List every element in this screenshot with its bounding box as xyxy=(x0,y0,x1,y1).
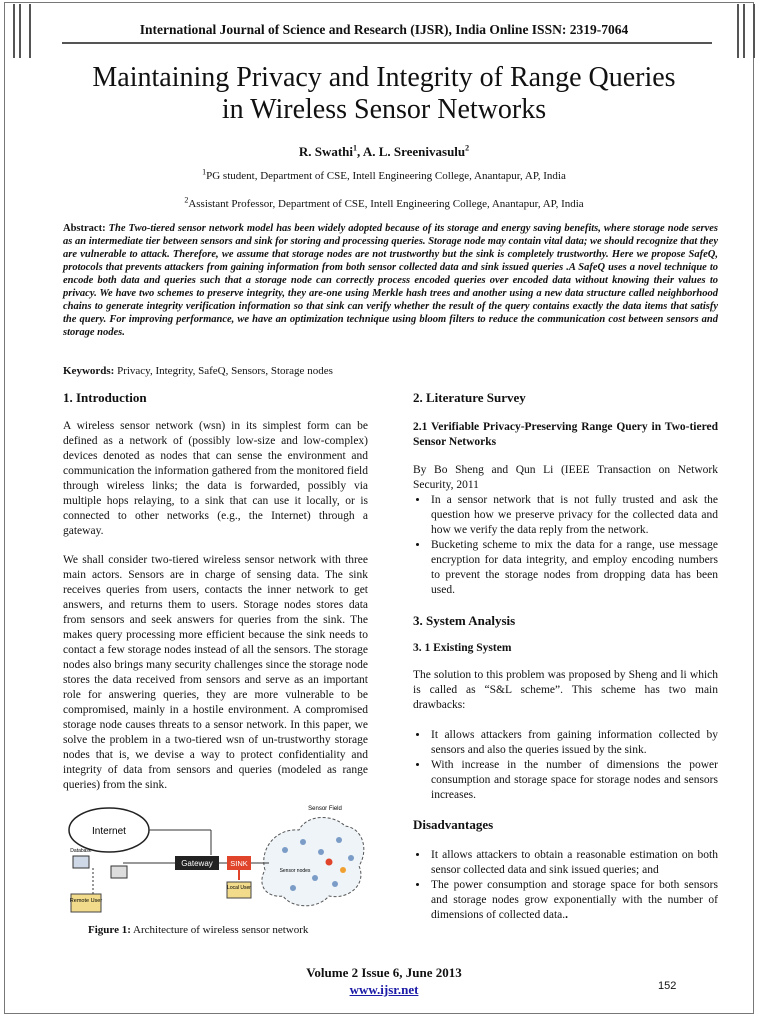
literature-bullets xyxy=(413,493,718,598)
page-number: 152 xyxy=(658,980,677,992)
author-list xyxy=(0,144,768,160)
sensor-node xyxy=(282,847,288,853)
keywords-label: Keywords: xyxy=(63,365,115,377)
figure-caption-text: Architecture of wireless sensor network xyxy=(133,924,309,936)
figure-caption xyxy=(88,924,368,936)
existing-system-paragraph: The solution to this problem was proposed by Sheng and li which is called as “S&L scheme”. This scheme has two main drawbacks: xyxy=(413,669,718,711)
remote-user-label: Remote User xyxy=(69,898,103,904)
existing-system-heading: 3. 1 Existing System xyxy=(413,642,512,654)
journal-header: International Journal of Science and Research (IJSR), India Online ISSN: 2319-7064 xyxy=(139,22,629,37)
storage-node xyxy=(326,859,333,866)
abstract-label: Abstract: xyxy=(63,223,106,234)
disadvantages-bullets xyxy=(413,848,718,923)
sensor-node xyxy=(300,839,306,845)
keywords-text: Privacy, Integrity, SafeQ, Sensors, Storage nodes xyxy=(117,365,333,377)
left-column xyxy=(63,390,368,793)
internet-label: Internet xyxy=(92,826,126,837)
list-item: • With increase in the number of dimensions the power consumption and storage space for storage nodes and sensors increases. xyxy=(429,758,718,803)
disadvantages-heading: Disadvantages xyxy=(413,817,494,832)
sensor-field-cloud xyxy=(262,817,364,905)
literature-byline: By Bo Sheng and Qun Li (IEEE Transaction on Network Security, 2011 xyxy=(413,464,718,491)
sensor-node xyxy=(348,855,354,861)
database-icon xyxy=(73,856,89,868)
sensor-node xyxy=(312,875,318,881)
abstract-text: The Two-tiered sensor network model has been widely adopted because of its storage and energy saving benefits, where storage node serves as an intermediate tier between sensors and sink for storing and processing queries. Storage node may contain vital data; we should recognize that they are vulnerable to attack. Therefore, we assume that storage nodes are not trustworthy but the sink is completely trustworthy. Here we propose SafeQ, protocols that prevents attackers from gaining information from both sensor collected data and sink issued queries .A SafeQ uses a novel technique to encode both data and queries such that a storage node can correctly process encoded queries over encoded data without knowing their values to privacy. We have two schemes to preserve integrity, they are-one using Merkle hash trees and another using a new data structure called neighborhood chains to generate integrity verification information so that sink can verify whether the result of the query contains exactly the data items that satisfy the query. For improving performance, we have an optimization technique using bloom filters to reduce the communication cost between sensors and storage nodes. xyxy=(63,223,718,338)
list-item: • It allows attackers from gaining information collected by sensors and also the queries issued by the sink. xyxy=(429,728,718,758)
list-item xyxy=(429,878,718,923)
author-sep: , xyxy=(357,144,363,159)
literature-subheading: 2.1 Verifiable Privacy-Preserving Range Query in Two-tiered Sensor Networks xyxy=(413,421,718,448)
author-1-sup: 1 xyxy=(353,143,358,153)
keywords xyxy=(63,365,718,377)
author-1: R. Swathi xyxy=(298,144,354,159)
affiliation-1-sup: 1 xyxy=(202,167,207,177)
affiliation-2-sup: 2 xyxy=(184,195,189,205)
sensor-node xyxy=(340,867,346,873)
author-2-sup: 2 xyxy=(465,143,470,153)
footer-volume: Volume 2 Issue 6, June 2013 xyxy=(306,965,462,980)
disadvantage-text: The power consumption and storage space for both sensors and storage nodes grow exponentially with the number of dimensions of collected data. xyxy=(431,879,718,921)
local-user-label: Local User xyxy=(227,885,251,891)
workstation-icon xyxy=(111,866,127,878)
figure-caption-label: Figure 1: xyxy=(88,924,131,936)
header-rule xyxy=(62,42,712,44)
affiliation-2 xyxy=(0,195,768,210)
sensor-field-label: Sensor Field xyxy=(308,806,342,812)
existing-system-bullets xyxy=(413,728,718,803)
analysis-heading: 3. System Analysis xyxy=(413,613,516,628)
list-item: • In a sensor network that is not fully trusted and ask the question how we preserve privacy for the collected data and how we verify the data reply from the network. xyxy=(429,493,718,538)
affiliation-2-text: Assistant Professor, Department of CSE, Intell Engineering College, Anantapur, AP, India xyxy=(188,198,584,210)
sensor-node xyxy=(290,885,296,891)
title-line-2: in Wireless Sensor Networks xyxy=(221,94,547,125)
list-item: • Bucketing scheme to mix the data for a range, use message encryption for data integrity, and employ encoding numbers to prevent the storage nodes from dropping data has been used. xyxy=(429,538,718,598)
list-item: • It allows attackers to obtain a reasonable estimation on both sensor collected data and sink issued queries; and xyxy=(429,848,718,878)
sensor-nodes-label: Sensor nodes xyxy=(279,868,311,874)
database-label: Database xyxy=(70,848,92,854)
sink-label: SINK xyxy=(230,859,248,868)
right-column xyxy=(413,390,718,923)
literature-heading: 2. Literature Survey xyxy=(413,390,526,405)
journal-url-link[interactable]: www.ijsr.net xyxy=(349,982,419,997)
abstract xyxy=(63,222,718,339)
intro-paragraph-1: A wireless sensor network (wsn) in its simplest form can be defined as a network of (possibly low-size and low-complex) devices denoted as nodes that can sense the environment and communication the information gathered from the monitored field through wireless links; the data is forwarded, possibly via multiple hops relaying, to a sink that can use it locally, or is connected to other networks (e.g., the Internet) through a gateway. xyxy=(63,420,368,537)
affiliation-1 xyxy=(0,167,768,182)
intro-heading: 1. Introduction xyxy=(63,390,147,405)
paper-title xyxy=(40,62,728,126)
sensor-node xyxy=(336,837,342,843)
intro-paragraph-2: We shall consider two-tiered wireless sensor network with three main actors. Sensors are in charge of sensing data. The sink receives queries from users, contacts the inner network to get answers, and returns them to users. Storage nodes stores data from sensors and seek answers for queries from the sink. The makes query processing more efficient because the sink needs to contact a few storage nodes instead of all the sensors. The storage nodes also brings many security challenges since the storage node stores the data received from sensors and serve as an important role for answering queries, they are more vulnerable to be compromised, mainly in a hostile environment. A compromised storage node causes threats to a sensor network. In this paper, we solve the problem in a two-tiered wsn of un-trustworthy storage nodes that is, we devise a way to protect confidentiality and integrity of data from sensors and queries (modeled as range queries) from the sink. xyxy=(63,554,368,791)
author-2: A. L. Sreenivasulu xyxy=(362,144,466,159)
sensor-node xyxy=(332,881,338,887)
disadvantage-end: . xyxy=(565,909,569,921)
architecture-figure xyxy=(63,800,368,920)
affiliation-1-text: PG student, Department of CSE, Intell Engineering College, Anantapur, AP, India xyxy=(206,170,566,182)
title-line-1: Maintaining Privacy and Integrity of Range Queries xyxy=(92,62,676,93)
gateway-label: Gateway xyxy=(181,859,213,868)
sensor-node xyxy=(318,849,324,855)
